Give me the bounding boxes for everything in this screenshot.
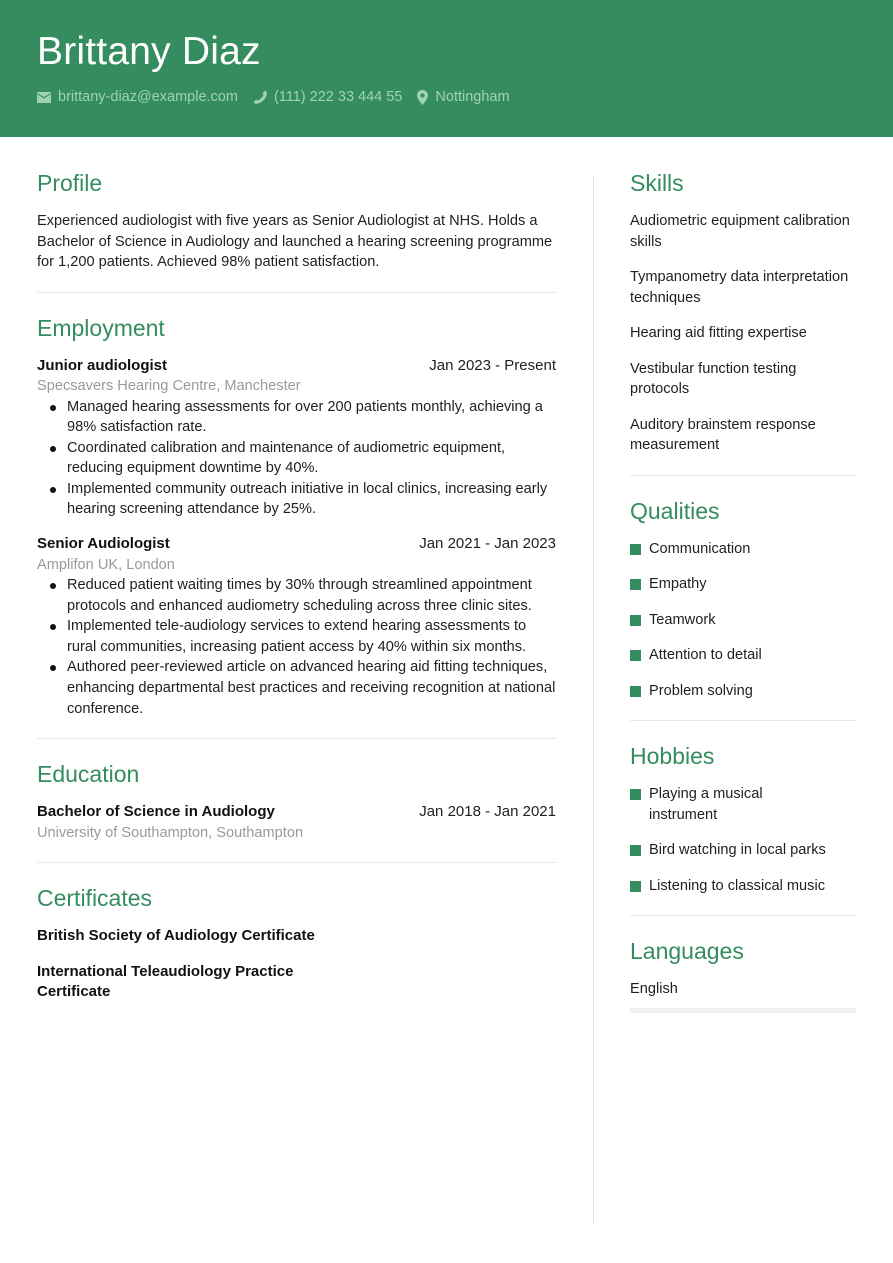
languages-section [630,938,856,1013]
skill-item: Vestibular function testing protocols [630,360,797,397]
section-divider [37,862,556,863]
quality-item [630,681,856,702]
hobby-item [630,784,856,825]
skill-item: Tympanometry data interpretation techniques [630,269,849,306]
employment-heading: Employment [37,314,165,341]
phone-text: (111) 222 33 444 55 [273,89,403,105]
profile-section [37,170,556,273]
phone-icon [253,90,267,104]
job-date: Jan 2021 - Jan 2023 [419,535,556,553]
hobbies-heading: Hobbies [630,743,715,769]
resume-header [0,0,893,137]
certificate-item: International Teleaudiology Practice Certificate [37,962,294,1001]
quality-item [630,610,856,631]
quality-label: Teamwork [649,611,716,628]
qualities-heading: Qualities [630,497,720,524]
job-achievements [37,397,556,521]
hobby-item [630,840,856,861]
square-bullet-icon [630,579,641,590]
job-title: Senior Audiologist [37,535,170,553]
hobby-label: Bird watching in local parks [649,842,826,858]
achievement-item: Managed hearing assessments for over 200 patients monthly, achieving a 98% satisfaction rate. [67,397,556,438]
quality-item [630,645,856,666]
column-divider [593,175,594,1225]
certificates-heading: Certificates [37,885,153,912]
skills-section [630,170,856,456]
map-pin-icon [417,90,428,105]
education-entry [37,802,556,843]
sidebar-column [630,170,856,1013]
job-title: Junior audiologist [37,356,167,374]
job-employer: Amplifon UK, London [37,556,175,573]
achievement-item: Coordinated calibration and maintenance of audiometric equipment, reducing equipment downtime by 40%. [67,438,556,479]
language-level-bar [630,1008,856,1013]
job-entry [37,356,556,521]
education-section [37,761,556,843]
languages-heading: Languages [630,938,744,964]
square-bullet-icon [630,845,641,856]
section-divider [630,475,856,476]
hobbies-section [630,743,856,896]
square-bullet-icon [630,881,641,892]
quality-label: Empathy [649,576,707,592]
job-entry [37,534,556,719]
language-name: English [630,981,678,997]
job-achievements [37,575,556,719]
quality-label: Attention to detail [649,647,762,663]
envelope-icon [37,92,51,103]
section-divider [630,720,856,721]
employment-section [37,315,556,720]
qualities-section [630,498,856,702]
square-bullet-icon [630,544,641,555]
job-employer: Specsavers Hearing Centre, Manchester [37,378,301,394]
quality-label: Problem solving [649,682,753,699]
main-column [37,170,556,1018]
square-bullet-icon [630,789,641,800]
square-bullet-icon [630,650,641,661]
degree-title: Bachelor of Science in Audiology [37,803,275,821]
skills-heading: Skills [630,170,684,196]
profile-heading: Profile [37,170,103,196]
achievement-item: Reduced patient waiting times by 30% through streamlined appointment protocols and enhanced audiometry scheduling across three clinic sites. [67,575,556,616]
achievement-item: Implemented community outreach initiative in local clinics, increasing early hearing screening attendance by 25%. [67,479,556,520]
quality-item [630,539,856,560]
skill-item: Audiometric equipment calibration skills [630,213,850,250]
email-text: brittany-diaz@example.com [58,89,238,105]
candidate-name: Brittany Diaz [37,30,261,73]
square-bullet-icon [630,686,641,697]
contact-location [417,89,509,105]
certificates-section [37,885,556,1003]
education-heading: Education [37,761,140,788]
quality-item [630,574,856,595]
school-name: University of Southampton, Southampton [37,824,304,841]
hobby-label: Playing a musical instrument [649,786,763,823]
achievement-item: Implemented tele-audiology services to extend hearing assessments to rural communities, increasing patient access by 40% within six months. [67,616,556,657]
section-divider [630,915,856,916]
contact-info [37,89,525,105]
profile-summary: Experienced audiologist with five years as Senior Audiologist at NHS. Holds a Bachelor of Science in Audiology and launched a hearing screening programme for 1,200 patients. Achieved 98% patient satisfaction. [37,213,553,270]
skill-item: Hearing aid fitting expertise [630,325,807,341]
contact-phone[interactable] [253,89,402,105]
certificate-item: British Society of Audiology Certificate [37,927,315,945]
achievement-item: Authored peer-reviewed article on advanced hearing aid fitting techniques, enhancing departmental best practices and receiving recognition at national conference. [67,657,556,719]
hobby-item [630,876,856,897]
section-divider [37,738,556,739]
quality-label: Communication [649,540,751,557]
location-text: Nottingham [435,89,510,105]
education-date: Jan 2018 - Jan 2021 [419,803,556,821]
square-bullet-icon [630,615,641,626]
section-divider [37,292,556,293]
hobby-label: Listening to classical music [649,877,826,894]
contact-email[interactable] [37,89,238,105]
skill-item: Auditory brainstem response measurement [630,416,816,453]
job-date: Jan 2023 - Present [429,356,556,374]
